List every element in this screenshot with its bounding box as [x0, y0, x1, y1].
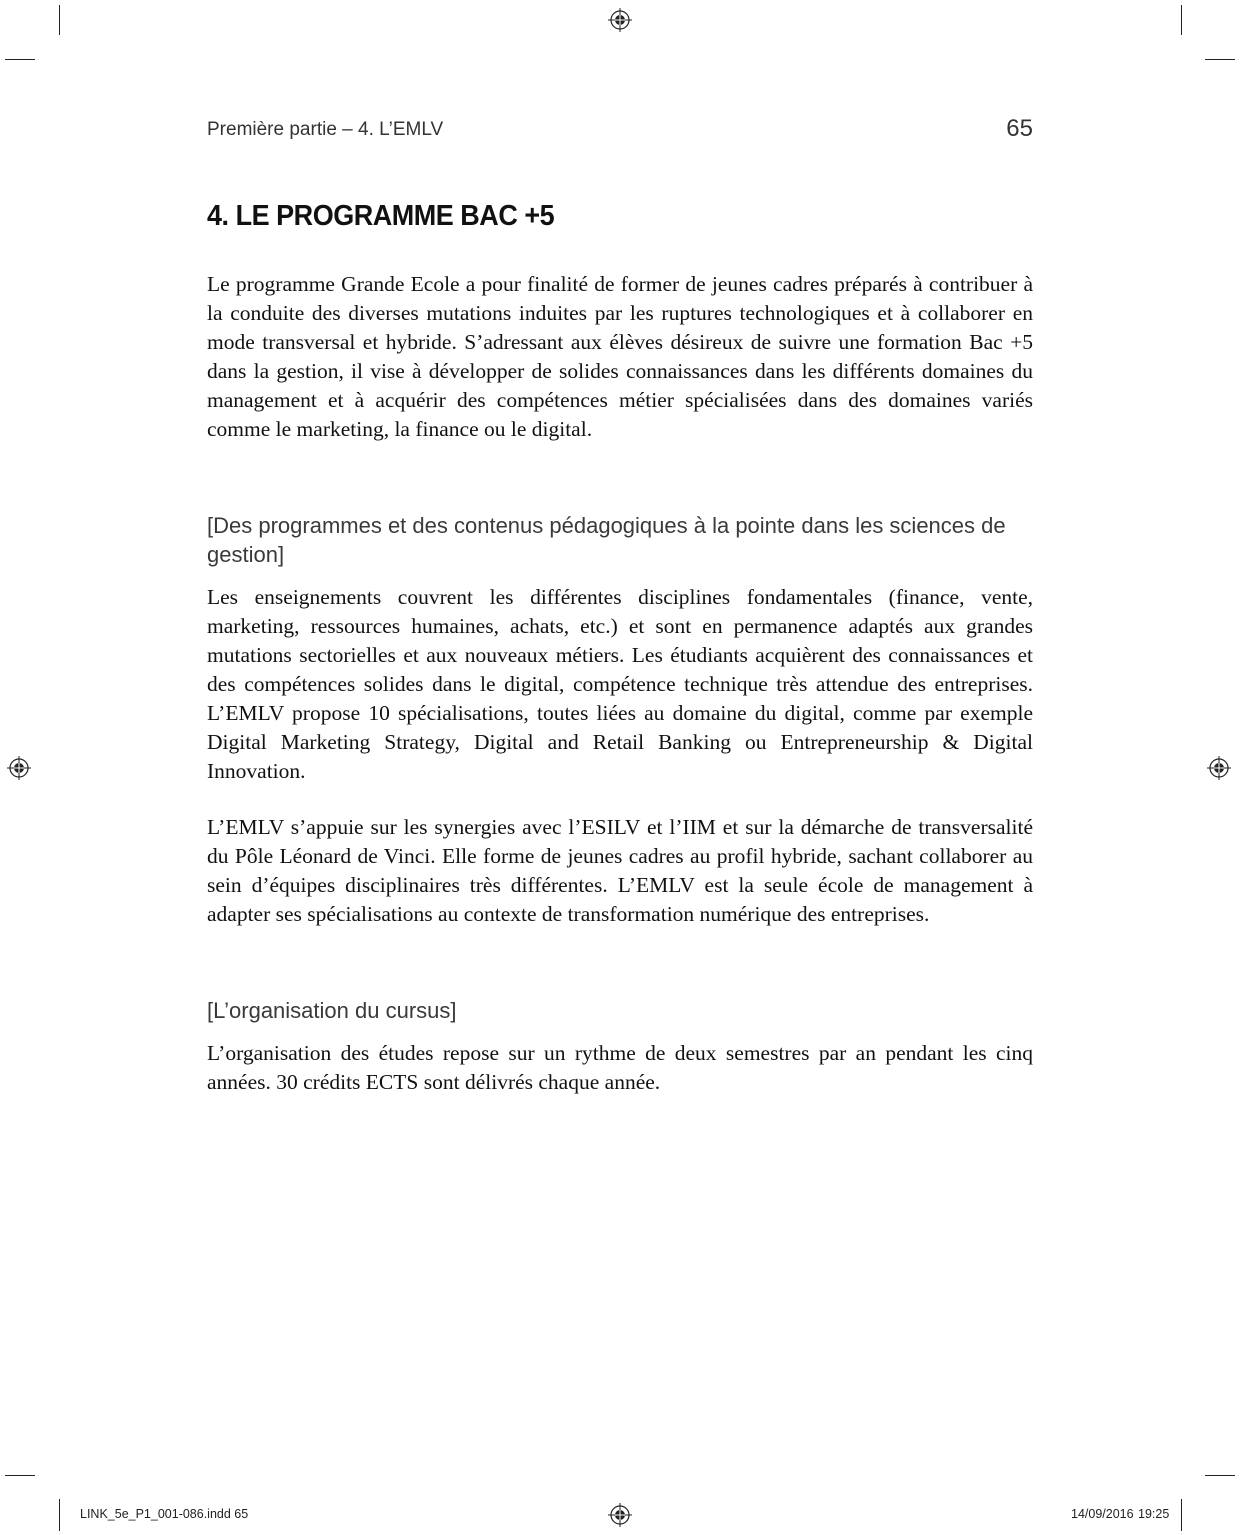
paragraph-organisation: L’organisation des études repose sur un rythme de deux semestres par an pendant les cinq années. 30 crédits ECTS sont délivrés chaque année.	[207, 1041, 1033, 1094]
crop-mark-bottom-left-vertical	[59, 1499, 60, 1531]
paragraph-synergies: L’EMLV s’appuie sur les synergies avec l’ESILV et l’IIM et sur la démarche de transversalité du Pôle Léonard de Vinci. Elle forme de jeunes cadres au profil hybride, sachant collaborer au sein d’équipes disciplinaires très différentes. L’EMLV est la seule école de management à adapter ses spécialisations au contexte de transformation numérique des entreprises.	[207, 815, 1033, 926]
slug-time: 19:25	[1138, 1507, 1170, 1521]
registration-target-icon	[608, 8, 632, 32]
chapter-title: 4. LE PROGRAMME BAC +5	[207, 200, 555, 232]
registration-target-icon	[7, 756, 31, 780]
page-number: 65	[1006, 115, 1033, 142]
crop-mark-top-left-vertical	[59, 5, 60, 35]
running-head	[207, 117, 1033, 145]
crop-mark-top-left-horizontal	[5, 59, 35, 60]
subhead-programmes: [Des programmes et des contenus pédagogiques à la pointe dans les sciences de gestion]	[207, 513, 1006, 567]
crop-mark-top-right-vertical	[1181, 5, 1182, 35]
registration-target-icon	[1207, 756, 1231, 780]
registration-target-icon	[608, 1503, 632, 1527]
slug-filename: LINK_5e_P1_001-086.indd 65	[80, 1507, 249, 1521]
paragraph-intro: Le programme Grande Ecole a pour finalité de former de jeunes cadres préparés à contribuer à la conduite des diverses mutations induites par les ruptures technologiques et à collaborer en mode transversal et hybride. S’adressant aux élèves désireux de suivre une formation Bac +5 dans la gestion, il vise à développer de solides connaissances dans les différents domaines du management et à acquérir des compétences métier spécialisées dans des domaines variés comme le marketing, la finance ou le digital.	[207, 272, 1033, 441]
running-head-section: Première partie – 4. L’EMLV	[207, 119, 444, 140]
crop-mark-bottom-right-vertical	[1181, 1499, 1182, 1531]
paragraph-teaching: Les enseignements couvrent les différentes disciplines fondamentales (finance, vente, marketing, ressources humaines, achats, etc.) et sont en permanence adaptés aux grandes mutations sectorielles et aux nouveaux métiers. Les étudiants acquièrent des connaissances et des compétences solides dans le digital, compétence technique très attendue des entreprises. L’EMLV propose 10 spécialisations, toutes liées au domaine du digital, comme par exemple Digital Marketing Strategy, Digital and Retail Banking ou Entrepreneurship & Digital Innovation.	[207, 585, 1033, 783]
slug-date: 14/09/2016	[1071, 1507, 1134, 1521]
crop-mark-bottom-right-horizontal	[1205, 1475, 1235, 1476]
crop-mark-top-right-horizontal	[1205, 59, 1235, 60]
crop-mark-bottom-left-horizontal	[5, 1475, 35, 1476]
subhead-organisation: [L’organisation du cursus]	[207, 998, 457, 1023]
